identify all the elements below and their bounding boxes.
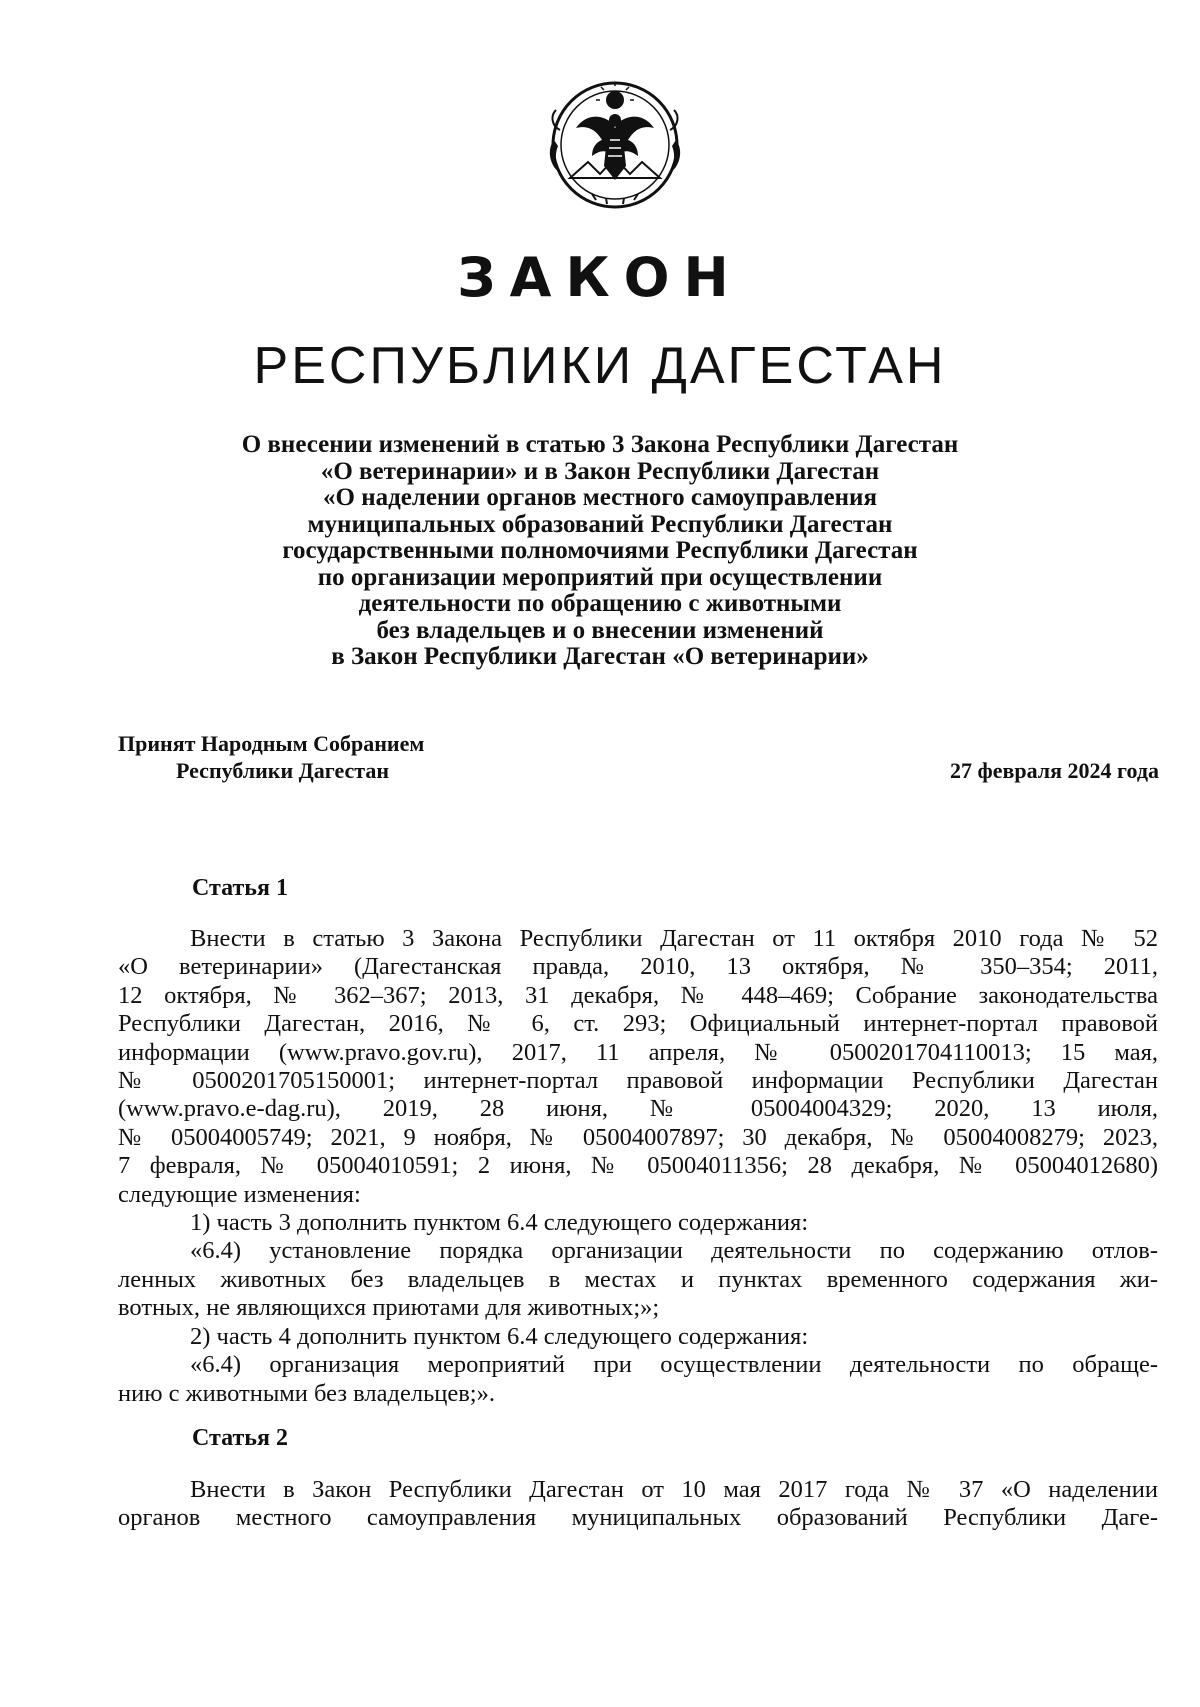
paragraph-line: № 05004005749; 2021, 9 ноября, № 05004007897; 30 декабря, № 05004008279; 2023, <box>118 1123 1158 1151</box>
paragraph-line: «6.4) организация мероприятий при осуществлении деятельности по обраще- <box>190 1351 1158 1379</box>
law-heading-line: «О ветеринарии» и в Закон Республики Дагестан <box>320 457 880 485</box>
paragraph-line: Республики Дагестан, 2016, № 6, ст. 293; Официальный интернет-портал правовой <box>118 1010 1158 1038</box>
paragraph-line: ленных животных без владельцев в местах и пунктах временного содержания жи- <box>118 1265 1158 1293</box>
paragraph-line: (www.pravo.e-dag.ru), 2019, 28 июня, № 05004004329; 2020, 13 июля, <box>118 1095 1158 1123</box>
paragraph-line: 1) часть 3 дополнить пунктом 6.4 следующего содержания: <box>190 1209 809 1237</box>
paragraph-line: № 0500201705150001; интернет-портал правовой информации Республики Дагестан <box>118 1067 1158 1095</box>
coat-of-arms-emblem <box>540 70 690 220</box>
law-republic-title: РЕСПУБЛИКИ ДАГЕСТАН <box>253 337 947 395</box>
paragraph-line: «6.4) установление порядка организации деятельности по содержанию отлов- <box>190 1237 1158 1265</box>
paragraph-line: 12 октября, № 362–367; 2013, 31 декабря, № 448–469; Собрание законодательства <box>118 981 1158 1009</box>
law-heading-line: без владельцев и о внесении изменений <box>376 616 824 644</box>
article-1-heading: Статья 1 <box>192 875 288 901</box>
paragraph-line: 7 февраля, № 05004010591; 2 июня, № 05004011356; 28 декабря, № 05004012680) <box>118 1152 1158 1180</box>
article-2-body <box>118 1476 1158 1533</box>
law-heading <box>100 432 1100 671</box>
adoption-statement <box>118 730 424 784</box>
paragraph-line: органов местного самоуправления муниципальных образований Республики Даге- <box>118 1504 1158 1532</box>
paragraph-line: Внести в Закон Республики Дагестан от 10 мая 2017 года № 37 «О наделении <box>190 1476 1158 1503</box>
paragraph-line: следующие изменения: <box>118 1180 361 1208</box>
law-heading-line: государственными полномочиями Республики Дагестан <box>282 537 918 564</box>
article-2-heading: Статья 2 <box>192 1425 288 1451</box>
adoption-line-1: Принят Народным Собранием <box>118 731 425 756</box>
law-heading-line: в Закон Республики Дагестан «О ветеринарии» <box>331 643 869 670</box>
paragraph-line: Внести в статью 3 Закона Республики Дагестан от 11 октября 2010 года № 52 <box>190 925 1158 952</box>
law-heading-line: «О наделении органов местного самоуправления <box>323 484 877 511</box>
paragraph-line: информации (www.pravo.gov.ru), 2017, 11 апреля, № 0500201704110013; 15 мая, <box>118 1038 1158 1066</box>
law-heading-line: О внесении изменений в статью 3 Закона Республики Дагестан <box>241 431 959 458</box>
law-heading-line: муниципальных образований Республики Дагестан <box>307 510 893 538</box>
article-1-body <box>118 925 1158 1408</box>
paragraph-line: нию с животными без владельцев;». <box>118 1379 495 1407</box>
law-heading-line: деятельности по обращению с животными <box>358 590 842 617</box>
law-heading-line: по организации мероприятий при осуществлении <box>317 563 883 591</box>
adoption-date: 27 февраля 2024 года <box>950 758 1159 783</box>
paragraph-line: 2) часть 4 дополнить пунктом 6.4 следующего содержания: <box>190 1322 809 1350</box>
paragraph-line: «О ветеринарии» (Дагестанская правда, 2010, 13 октября, № 350–354; 2011, <box>118 953 1158 981</box>
paragraph-line: вотных, не являющихся приютами для животных;»; <box>118 1294 660 1322</box>
law-title: ЗАКОН <box>457 246 743 309</box>
adoption-line-2: Республики Дагестан <box>176 758 390 783</box>
